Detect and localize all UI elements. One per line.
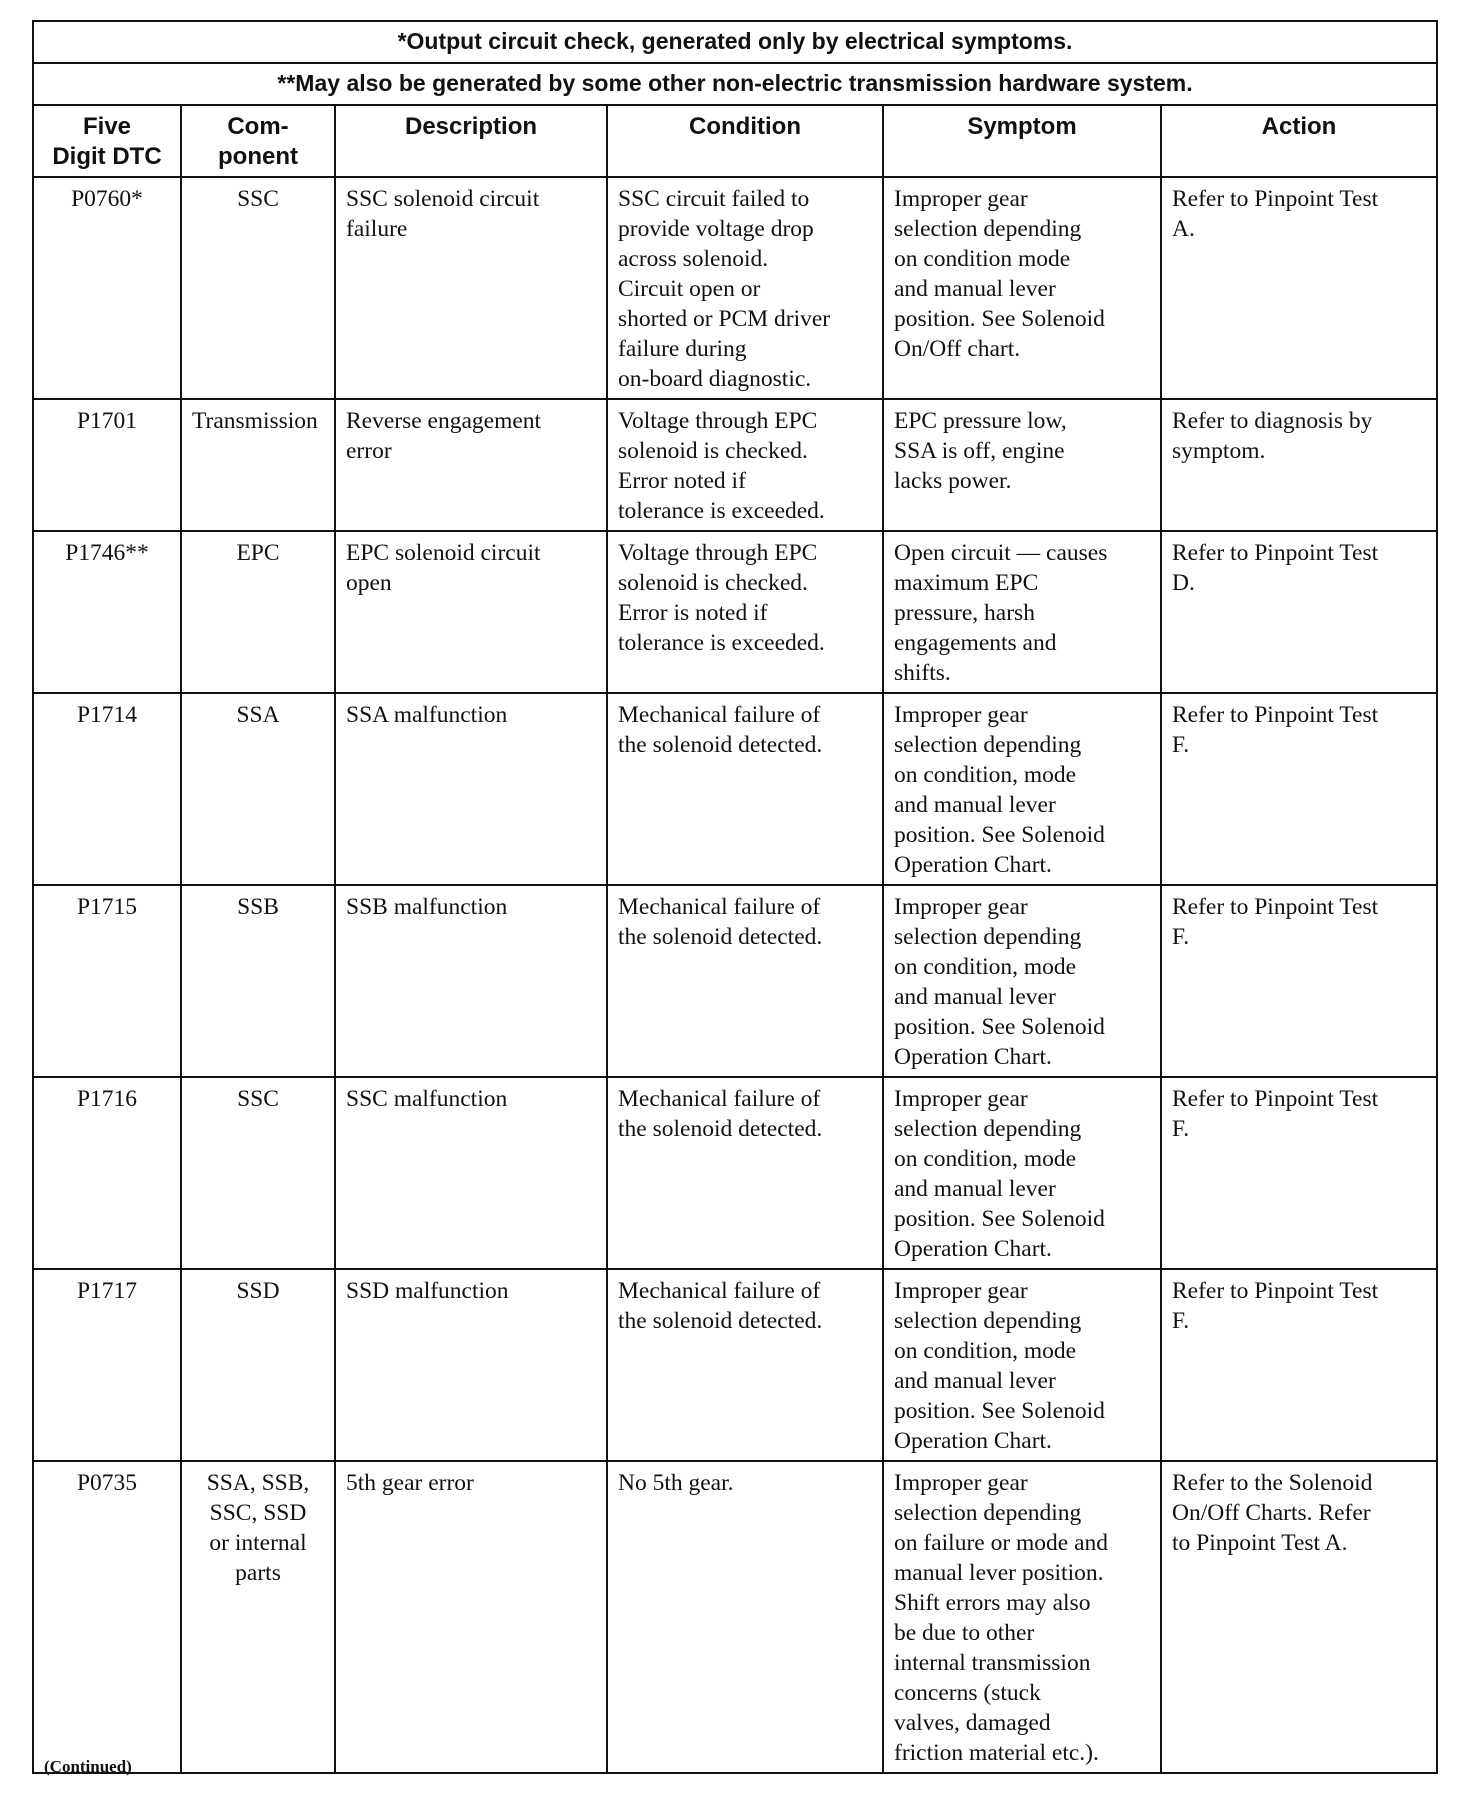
component: Transmission xyxy=(181,399,335,531)
symptom: Improper gear selection depending on condition, mode and manual lever position. See Solenoid Operation Chart. xyxy=(883,885,1161,1077)
symptom: Improper gear selection depending on condition mode and manual lever position. See Solenoid On/Off chart. xyxy=(883,177,1161,399)
symptom: Improper gear selection depending on condition, mode and manual lever position. See Solenoid Operation Chart. xyxy=(883,1077,1161,1269)
component: SSA, SSB, SSC, SSD or internal parts xyxy=(181,1461,335,1773)
condition: Mechanical failure of the solenoid detected. xyxy=(607,1269,883,1461)
action: Refer to Pinpoint Test F. xyxy=(1161,1269,1437,1461)
component: SSC xyxy=(181,1077,335,1269)
table-row xyxy=(33,177,1437,399)
header-row xyxy=(33,105,1437,177)
header-dtc: Five Digit DTC xyxy=(33,105,181,177)
header-symptom: Symptom xyxy=(883,105,1161,177)
description: SSD malfunction xyxy=(335,1269,607,1461)
continued-note: (Continued) xyxy=(44,1757,132,1776)
symptom: Improper gear selection depending on failure or mode and manual lever position. Shift errors may also be due to other internal transmission concerns (stuck valves, damaged friction material etc.). xyxy=(883,1461,1161,1773)
note-row-output-check xyxy=(33,21,1437,63)
table-row xyxy=(33,399,1437,531)
dtc-code: P1716 xyxy=(33,1077,181,1269)
condition: No 5th gear. xyxy=(607,1461,883,1773)
header-condition: Condition xyxy=(607,105,883,177)
dtc-code: P1701 xyxy=(33,399,181,531)
action: Refer to Pinpoint Test F. xyxy=(1161,885,1437,1077)
action: Refer to the Solenoid On/Off Charts. Refer to Pinpoint Test A. xyxy=(1161,1461,1437,1773)
note-non-electric: **May also be generated by some other non-electric transmission hardware system. xyxy=(33,63,1437,105)
condition: Mechanical failure of the solenoid detected. xyxy=(607,885,883,1077)
condition: Mechanical failure of the solenoid detected. xyxy=(607,693,883,885)
symptom: Improper gear selection depending on condition, mode and manual lever position. See Solenoid Operation Chart. xyxy=(883,1269,1161,1461)
note-row-non-electric xyxy=(33,63,1437,105)
description: SSA malfunction xyxy=(335,693,607,885)
table-row xyxy=(33,1077,1437,1269)
description: Reverse engagement error xyxy=(335,399,607,531)
dtc-table xyxy=(32,20,1438,1774)
table-row xyxy=(33,693,1437,885)
component: SSD xyxy=(181,1269,335,1461)
table-row xyxy=(33,1269,1437,1461)
header-component: Com- ponent xyxy=(181,105,335,177)
condition: Voltage through EPC solenoid is checked. Error noted if tolerance is exceeded. xyxy=(607,399,883,531)
dtc-code: P1715 xyxy=(33,885,181,1077)
action: Refer to Pinpoint Test F. xyxy=(1161,693,1437,885)
description: SSC solenoid circuit failure xyxy=(335,177,607,399)
symptom: EPC pressure low, SSA is off, engine lacks power. xyxy=(883,399,1161,531)
dtc-code: P0760* xyxy=(33,177,181,399)
description: SSB malfunction xyxy=(335,885,607,1077)
action: Refer to Pinpoint Test A. xyxy=(1161,177,1437,399)
description: EPC solenoid circuit open xyxy=(335,531,607,693)
condition: Mechanical failure of the solenoid detected. xyxy=(607,1077,883,1269)
description: 5th gear error xyxy=(335,1461,607,1773)
component: SSA xyxy=(181,693,335,885)
table-row xyxy=(33,531,1437,693)
symptom: Open circuit — causes maximum EPC pressure, harsh engagements and shifts. xyxy=(883,531,1161,693)
symptom: Improper gear selection depending on condition, mode and manual lever position. See Solenoid Operation Chart. xyxy=(883,693,1161,885)
action: Refer to Pinpoint Test F. xyxy=(1161,1077,1437,1269)
action: Refer to Pinpoint Test D. xyxy=(1161,531,1437,693)
note-output-check: *Output circuit check, generated only by electrical symptoms. xyxy=(33,21,1437,63)
action: Refer to diagnosis by symptom. xyxy=(1161,399,1437,531)
description: SSC malfunction xyxy=(335,1077,607,1269)
condition: Voltage through EPC solenoid is checked. Error is noted if tolerance is exceeded. xyxy=(607,531,883,693)
table-row xyxy=(33,885,1437,1077)
component: EPC xyxy=(181,531,335,693)
dtc-code: P1714 xyxy=(33,693,181,885)
component: SSB xyxy=(181,885,335,1077)
header-action: Action xyxy=(1161,105,1437,177)
dtc-code: P0735 xyxy=(33,1461,181,1773)
condition: SSC circuit failed to provide voltage drop across solenoid. Circuit open or shorted or PCM driver failure during on-board diagnostic. xyxy=(607,177,883,399)
table-row xyxy=(33,1461,1437,1773)
dtc-code: P1746** xyxy=(33,531,181,693)
dtc-code: P1717 xyxy=(33,1269,181,1461)
component: SSC xyxy=(181,177,335,399)
header-description: Description xyxy=(335,105,607,177)
